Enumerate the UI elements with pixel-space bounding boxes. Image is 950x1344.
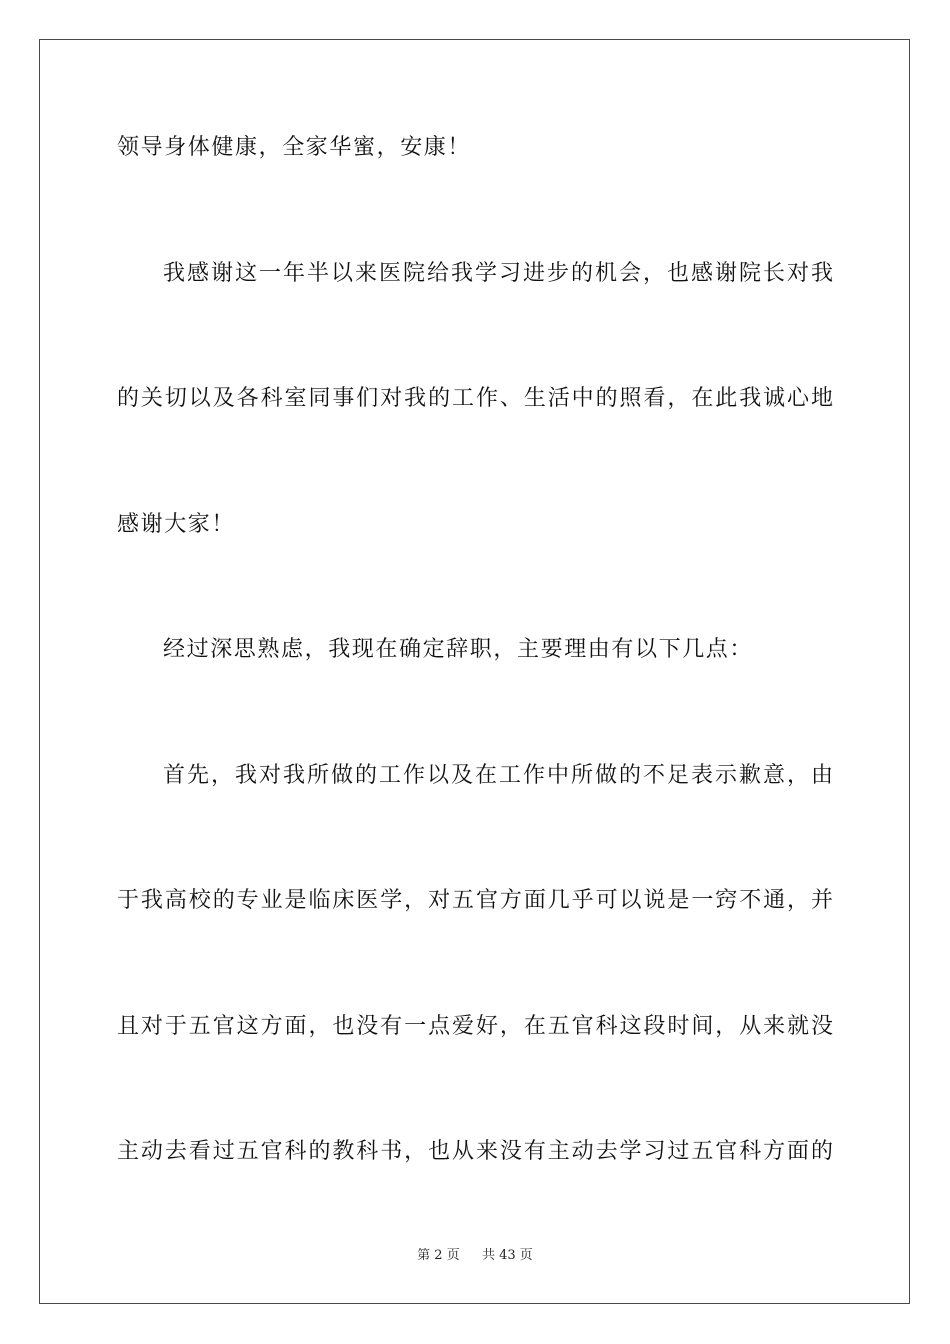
page-frame	[39, 39, 910, 1304]
text-line-9: 主动去看过五官科的教科书，也从来没有主动去学习过五官科方面的	[117, 1139, 833, 1164]
page-footer	[0, 1247, 950, 1265]
page-total: 共 43 页	[482, 1248, 533, 1263]
text-line-4: 感谢大家！	[117, 512, 236, 537]
text-line-3: 的关切以及各科室同事们对我的工作、生活中的照看，在此我诚心地	[117, 386, 833, 411]
text-line-1: 领导身体健康，全家华蜜，安康！	[117, 135, 472, 160]
page-number: 第 2 页	[417, 1248, 460, 1263]
text-line-5: 经过深思熟虑，我现在确定辞职，主要理由有以下几点：	[163, 637, 754, 662]
text-line-6: 首先，我对我所做的工作以及在工作中所做的不足表示歉意，由	[163, 763, 833, 788]
text-line-8: 且对于五官这方面，也没有一点爱好，在五官科这段时间，从来就没	[117, 1014, 833, 1039]
text-line-7: 于我高校的专业是临床医学，对五官方面几乎可以说是一窍不通，并	[117, 888, 833, 913]
text-line-2: 我感谢这一年半以来医院给我学习进步的机会，也感谢院长对我	[163, 261, 833, 286]
